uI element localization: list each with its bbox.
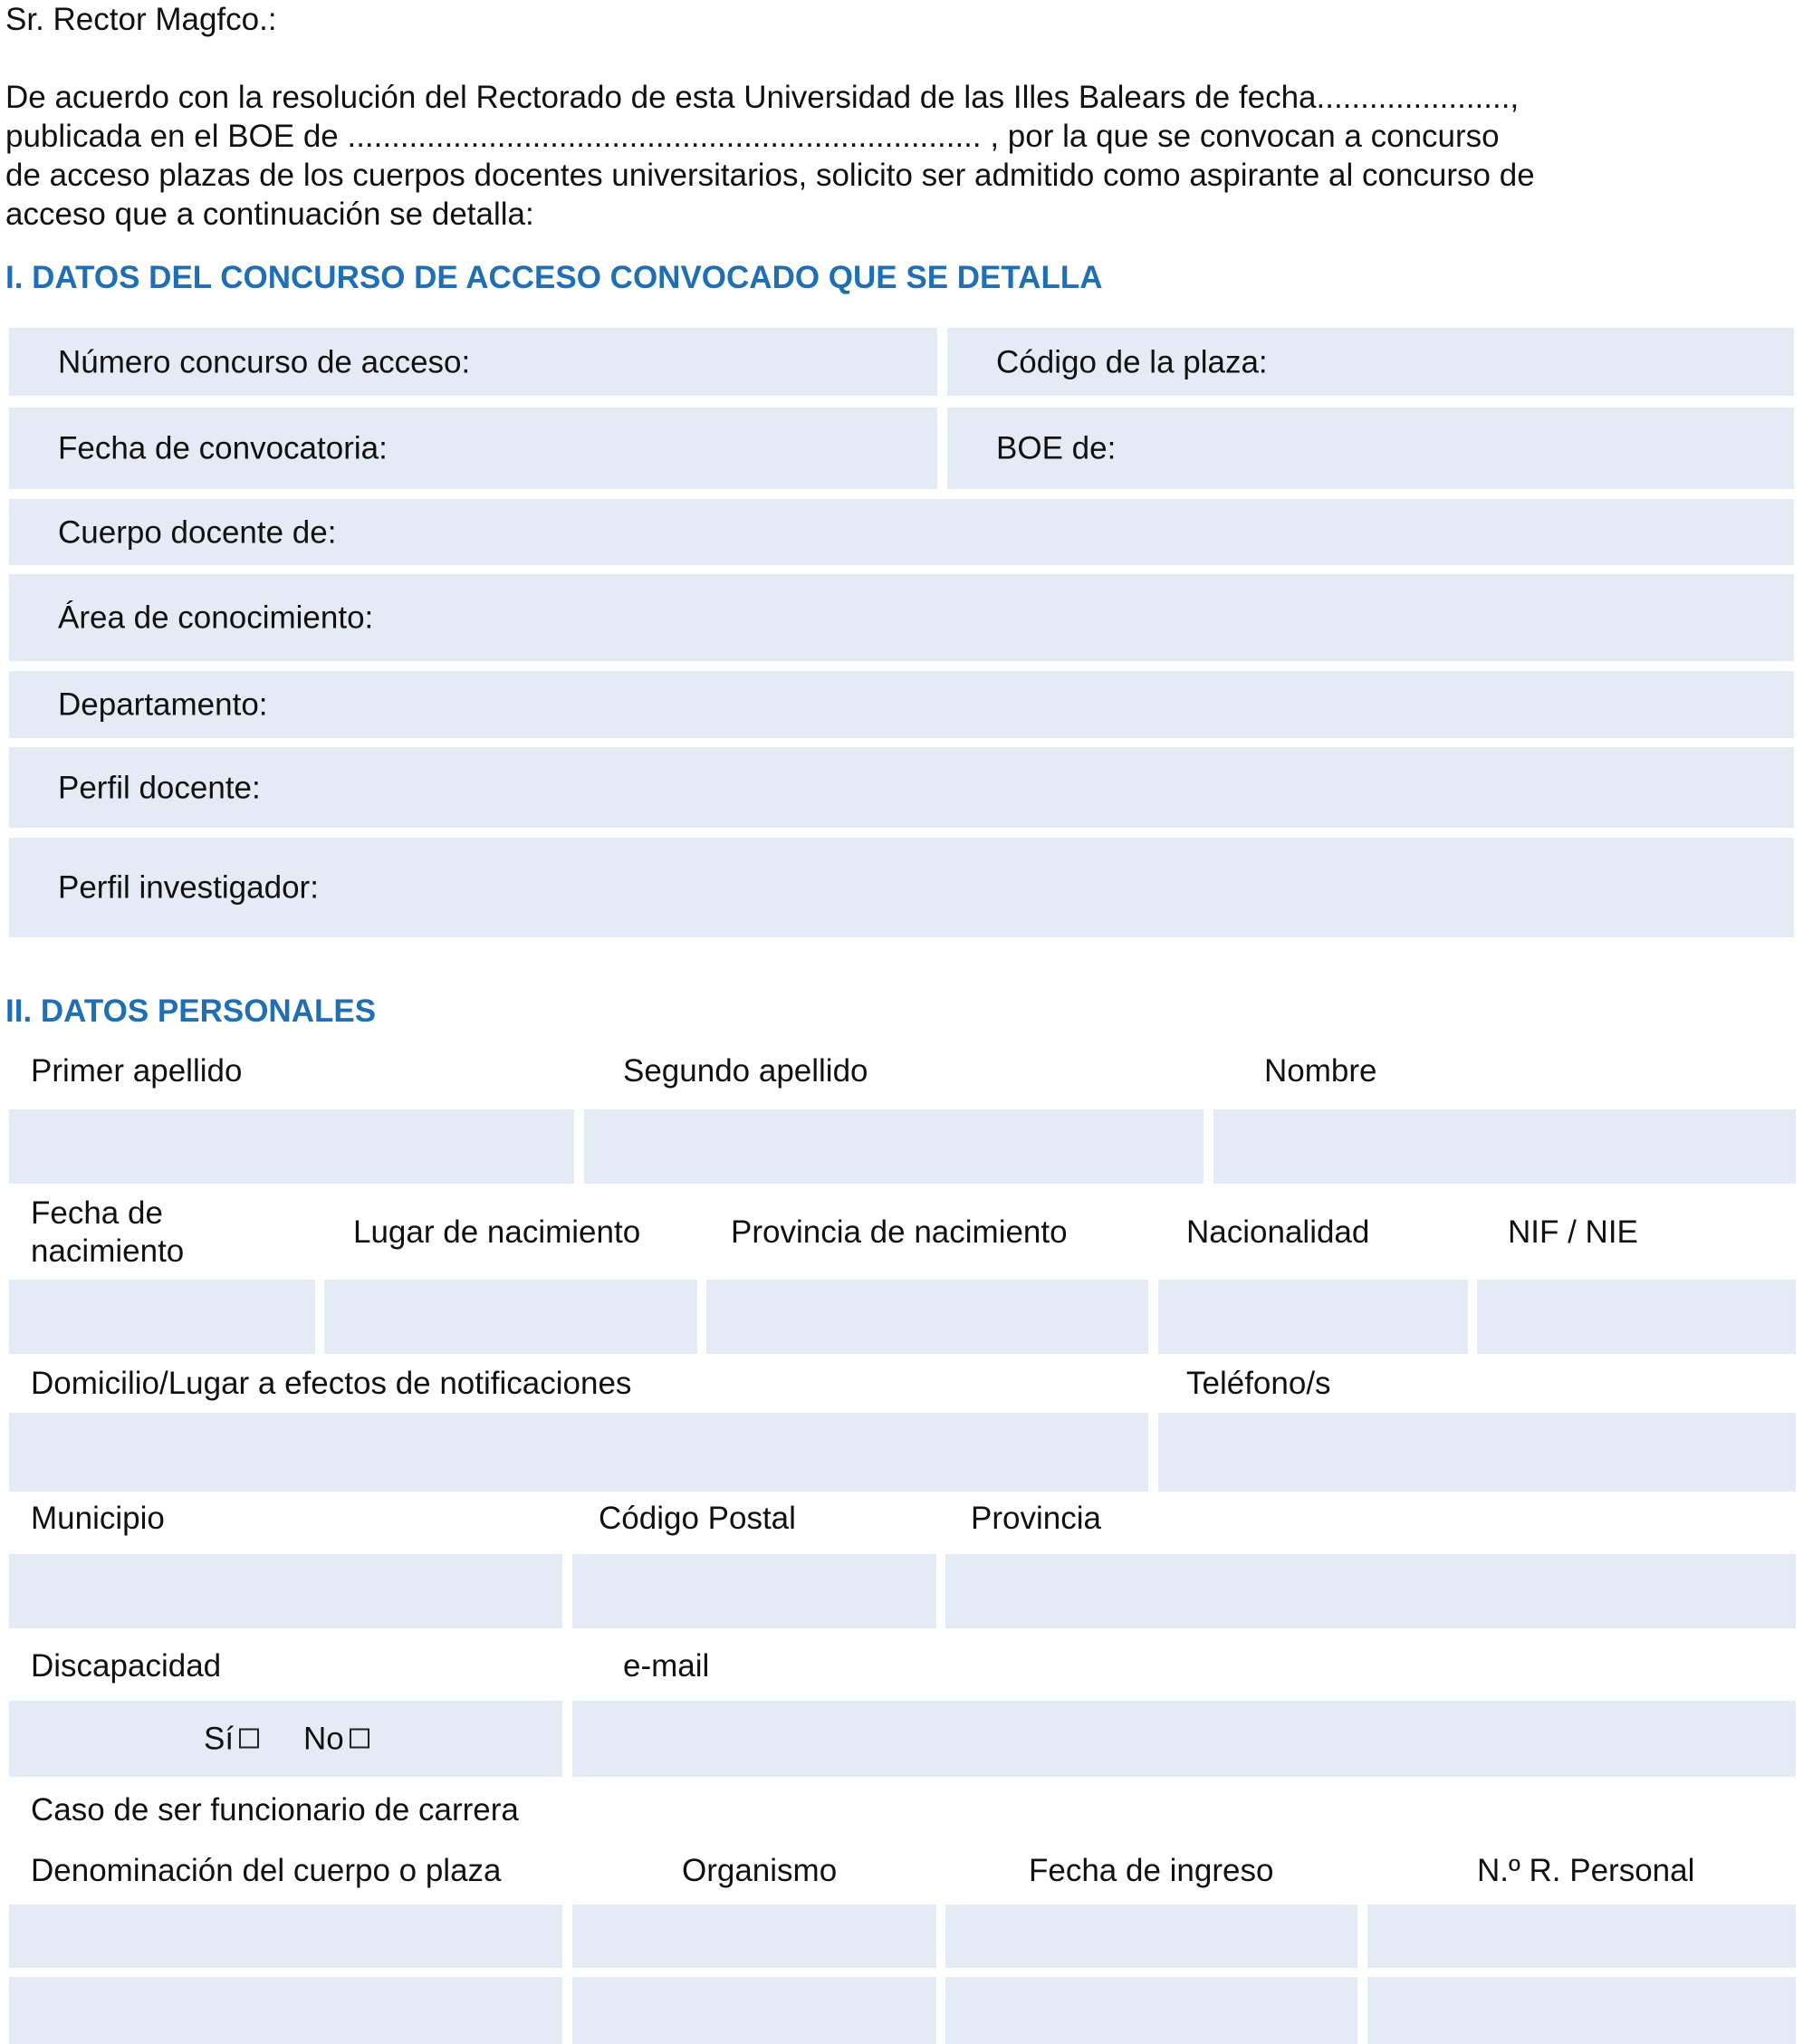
- si-checkbox[interactable]: [239, 1728, 259, 1748]
- discapacidad-label: Discapacidad: [31, 1648, 222, 1684]
- nombre-label: Nombre: [1264, 1053, 1377, 1089]
- section-2-title: II. DATOS PERSONALES: [5, 993, 377, 1029]
- fecha-nacimiento-label-1: Fecha de: [31, 1195, 163, 1231]
- nombre-input[interactable]: [1213, 1109, 1796, 1184]
- provincia-input[interactable]: [945, 1554, 1796, 1628]
- organismo-input-2[interactable]: [572, 1977, 936, 2044]
- segundo-apellido-label: Segundo apellido: [623, 1053, 868, 1089]
- cuerpo-docente-label: Cuerpo docente de:: [58, 514, 337, 550]
- denominacion-cuerpo-label: Denominación del cuerpo o plaza: [31, 1853, 502, 1888]
- perfil-investigador-label: Perfil investigador:: [58, 869, 319, 906]
- primer-apellido-input[interactable]: [9, 1109, 574, 1184]
- municipio-label: Municipio: [31, 1501, 165, 1536]
- nr-personal-input[interactable]: [1367, 1905, 1796, 1968]
- nr-personal-input-2[interactable]: [1367, 1977, 1796, 2044]
- greeting: Sr. Rector Magfco.:: [5, 2, 277, 37]
- funcionario-carrera-label: Caso de ser funcionario de carrera: [31, 1792, 519, 1828]
- lugar-nacimiento-label: Lugar de nacimiento: [353, 1214, 641, 1250]
- denominacion-cuerpo-input[interactable]: [9, 1905, 562, 1968]
- primer-apellido-label: Primer apellido: [31, 1053, 243, 1089]
- segundo-apellido-input[interactable]: [584, 1109, 1204, 1184]
- departamento-field[interactable]: [9, 671, 1794, 738]
- intro-line-1: De acuerdo con la resolución del Rectorado de esta Universidad de las Illes Balears de fecha......................,: [5, 80, 1520, 115]
- fecha-nacimiento-input[interactable]: [9, 1280, 315, 1354]
- intro-line-4: acceso que a continuación se detalla:: [5, 197, 534, 232]
- perfil-investigador-field[interactable]: [9, 838, 1794, 937]
- section-1-title: I. DATOS DEL CONCURSO DE ACCESO CONVOCADO QUE SE DETALLA: [5, 260, 1103, 295]
- telefono-input[interactable]: [1158, 1413, 1796, 1492]
- fecha-convocatoria-field[interactable]: [9, 408, 937, 489]
- perfil-docente-label: Perfil docente:: [58, 770, 261, 805]
- boe-de-label: BOE de:: [996, 430, 1117, 466]
- lugar-nacimiento-input[interactable]: [324, 1280, 697, 1354]
- nif-nie-label: NIF / NIE: [1508, 1214, 1638, 1250]
- intro-line-3: de acceso plazas de los cuerpos docentes universitarios, solicito ser admitido como aspirante al concurso de: [5, 158, 1535, 193]
- area-conocimiento-label: Área de conocimiento:: [58, 600, 374, 636]
- discapacidad-si-option[interactable]: [204, 1720, 259, 1759]
- provincia-label: Provincia: [971, 1501, 1101, 1536]
- fecha-nacimiento-label-2: nacimiento: [31, 1233, 185, 1269]
- codigo-plaza-label: Código de la plaza:: [996, 344, 1268, 379]
- numero-concurso-field[interactable]: [9, 328, 937, 396]
- si-label: Sí: [204, 1721, 235, 1757]
- municipio-input[interactable]: [9, 1554, 562, 1628]
- intro-line-2: publicada en el BOE de ........................................................................ , por la que se convocan a concurso: [5, 119, 1500, 154]
- codigo-postal-label: Código Postal: [599, 1501, 796, 1536]
- provincia-nacimiento-label: Provincia de nacimiento: [731, 1214, 1068, 1250]
- nacionalidad-label: Nacionalidad: [1186, 1214, 1370, 1250]
- discapacidad-field: [9, 1701, 562, 1777]
- nacionalidad-input[interactable]: [1158, 1280, 1468, 1354]
- domicilio-input[interactable]: [9, 1413, 1148, 1492]
- fecha-ingreso-input-2[interactable]: [945, 1977, 1357, 2044]
- fecha-convocatoria-label: Fecha de convocatoria:: [58, 430, 388, 466]
- no-label: No: [303, 1721, 344, 1757]
- discapacidad-no-option[interactable]: [303, 1720, 369, 1759]
- departamento-label: Departamento:: [58, 686, 268, 723]
- boe-de-field[interactable]: [947, 408, 1794, 489]
- fecha-ingreso-input[interactable]: [945, 1905, 1357, 1968]
- email-label: e-mail: [623, 1648, 710, 1684]
- domicilio-label: Domicilio/Lugar a efectos de notificaciones: [31, 1366, 632, 1401]
- no-checkbox[interactable]: [350, 1728, 369, 1748]
- numero-concurso-label: Número concurso de acceso:: [58, 344, 471, 379]
- codigo-postal-input[interactable]: [572, 1554, 936, 1628]
- organismo-label: Organismo: [682, 1853, 838, 1888]
- organismo-input[interactable]: [572, 1905, 936, 1968]
- nif-nie-input[interactable]: [1477, 1280, 1796, 1354]
- denominacion-cuerpo-input-2[interactable]: [9, 1977, 562, 2044]
- provincia-nacimiento-input[interactable]: [706, 1280, 1148, 1354]
- cuerpo-docente-field[interactable]: [9, 499, 1794, 565]
- email-input[interactable]: [572, 1701, 1796, 1777]
- telefono-label: Teléfono/s: [1186, 1366, 1331, 1401]
- nr-personal-label: N.º R. Personal: [1477, 1853, 1695, 1888]
- fecha-ingreso-label: Fecha de ingreso: [1029, 1853, 1274, 1888]
- codigo-plaza-field[interactable]: [947, 328, 1794, 396]
- perfil-docente-field[interactable]: [9, 747, 1794, 828]
- area-conocimiento-field[interactable]: [9, 574, 1794, 661]
